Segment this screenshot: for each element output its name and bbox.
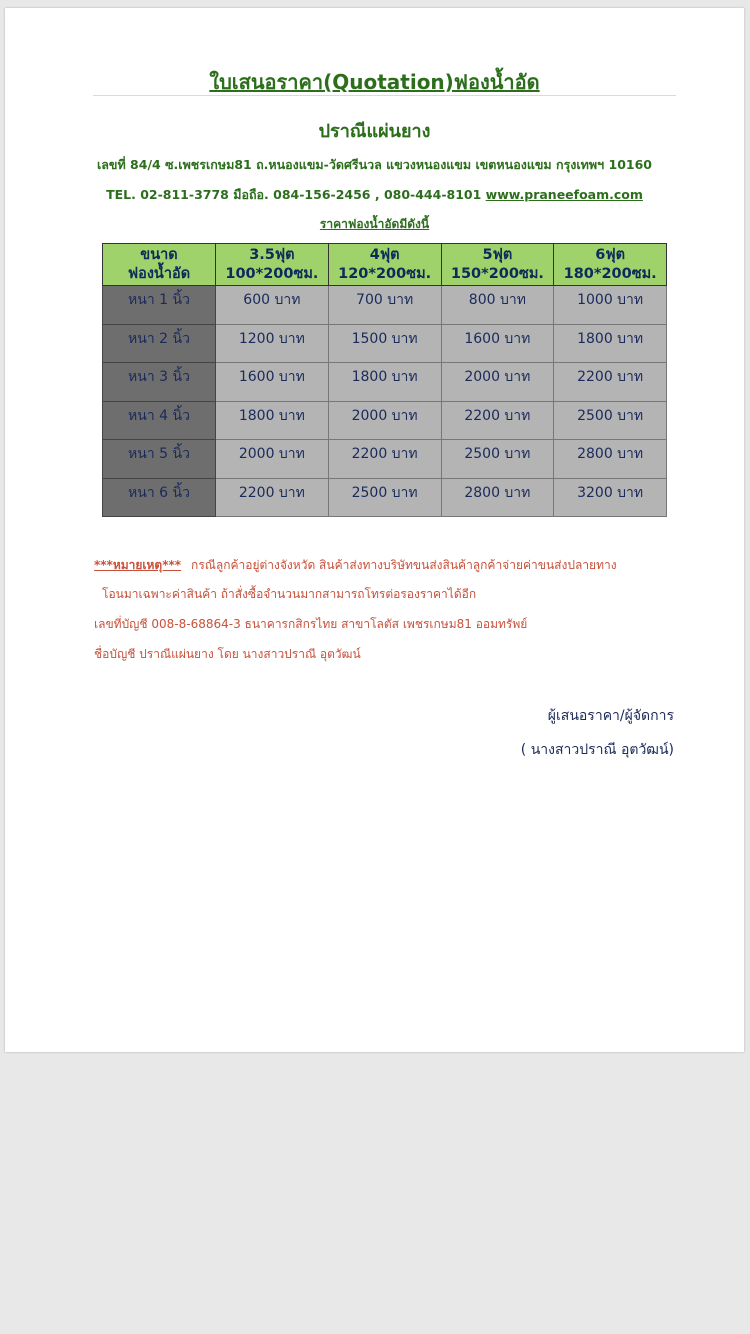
header-6ft: 6ฟุต 180*200ซม.	[554, 244, 667, 286]
company-address: เลขที่ 84/4 ซ.เพชรเกษม81 ถ.หนองแขม-วัดศรีนวล แขวงหนองแขม เขตหนองแขม กรุงเทพฯ 10160	[96, 157, 653, 172]
price-cell: 1600 บาท	[441, 324, 554, 363]
table-row	[103, 401, 667, 440]
table-row	[103, 363, 667, 402]
price-cell: 1500 บาท	[328, 324, 441, 363]
header-4ft: 4ฟุต 120*200ซม.	[328, 244, 441, 286]
price-cell: 2000 บาท	[216, 440, 329, 479]
signer-role: ผู้เสนอราคา/ผู้จัดการ	[547, 708, 674, 724]
phone-numbers: TEL. 02-811-3778 มือถือ. 084-156-2456 , 080-444-8101	[106, 187, 486, 202]
header-3-5ft: 3.5ฟุต 100*200ซม.	[216, 244, 329, 286]
header-5ft: 5ฟุต 150*200ซม.	[441, 244, 554, 286]
document-title: ใบเสนอราคา(Quotation)ฟองน้ำอัด	[209, 70, 540, 94]
price-cell: 1800 บาท	[554, 324, 667, 363]
row-label: หนา 5 นิ้ว	[103, 440, 216, 479]
price-cell: 1800 บาท	[216, 401, 329, 440]
price-table	[102, 243, 667, 517]
price-cell: 1600 บาท	[216, 363, 329, 402]
row-label: หนา 3 นิ้ว	[103, 363, 216, 402]
account-name-line: ชื่อบัญชี ปราณีแผ่นยาง โดย นางสาวปราณี อุตวัฒน์	[94, 647, 361, 661]
price-cell: 2500 บาท	[441, 440, 554, 479]
header-size: ขนาด ฟองน้ำอัด	[103, 244, 216, 286]
price-cell: 1000 บาท	[554, 286, 667, 325]
company-name: ปราณีแผ่นยาง	[318, 121, 431, 142]
price-cell: 1800 บาท	[328, 363, 441, 402]
price-cell: 800 บาท	[441, 286, 554, 325]
price-cell: 2800 บาท	[441, 478, 554, 517]
price-cell: 2200 บาท	[554, 363, 667, 402]
price-cell: 2200 บาท	[328, 440, 441, 479]
note-line-2: โอนมาเฉพาะค่าสินค้า ถ้าสั่งซื้อจำนวนมากสามารถโทรต่อรองราคาได้อีก	[102, 587, 477, 601]
price-table-header-row	[103, 244, 667, 286]
price-cell: 3200 บาท	[554, 478, 667, 517]
price-cell: 2000 บาท	[441, 363, 554, 402]
price-cell: 2500 บาท	[554, 401, 667, 440]
price-cell: 600 บาท	[216, 286, 329, 325]
website-link[interactable]: www.praneefoam.com	[485, 187, 643, 202]
document-page	[5, 8, 744, 1052]
title-divider	[93, 95, 676, 96]
bank-account-line: เลขที่บัญชี 008-8-68864-3 ธนาคารกสิกรไทย สาขาโลตัส เพชรเกษม81 ออมทรัพย์	[94, 617, 528, 631]
table-row	[103, 478, 667, 517]
price-cell: 2200 บาท	[441, 401, 554, 440]
signer-name: ( นางสาวปราณี อุตวัฒน์)	[520, 742, 674, 758]
contact-line	[5, 185, 744, 205]
row-label: หนา 4 นิ้ว	[103, 401, 216, 440]
price-cell: 2500 บาท	[328, 478, 441, 517]
table-row	[103, 324, 667, 363]
table-row	[103, 440, 667, 479]
row-label: หนา 2 นิ้ว	[103, 324, 216, 363]
table-row	[103, 286, 667, 325]
row-label: หนา 6 นิ้ว	[103, 478, 216, 517]
price-cell: 2200 บาท	[216, 478, 329, 517]
row-label: หนา 1 นิ้ว	[103, 286, 216, 325]
note-label: ***หมายเหตุ***	[94, 558, 182, 572]
price-cell: 2800 บาท	[554, 440, 667, 479]
note-line-1: ***หมายเหตุ*** กรณีลูกค้าอยู่ต่างจังหวัด สินค้าส่งทางบริษัทขนส่งสินค้าลูกค้าจ่ายค่าขนส่งปลายทาง	[94, 558, 617, 572]
price-cell: 2000 บาท	[328, 401, 441, 440]
price-cell: 700 บาท	[328, 286, 441, 325]
table-caption: ราคาฟองน้ำอัดมีดังนี้	[319, 217, 430, 231]
price-cell: 1200 บาท	[216, 324, 329, 363]
